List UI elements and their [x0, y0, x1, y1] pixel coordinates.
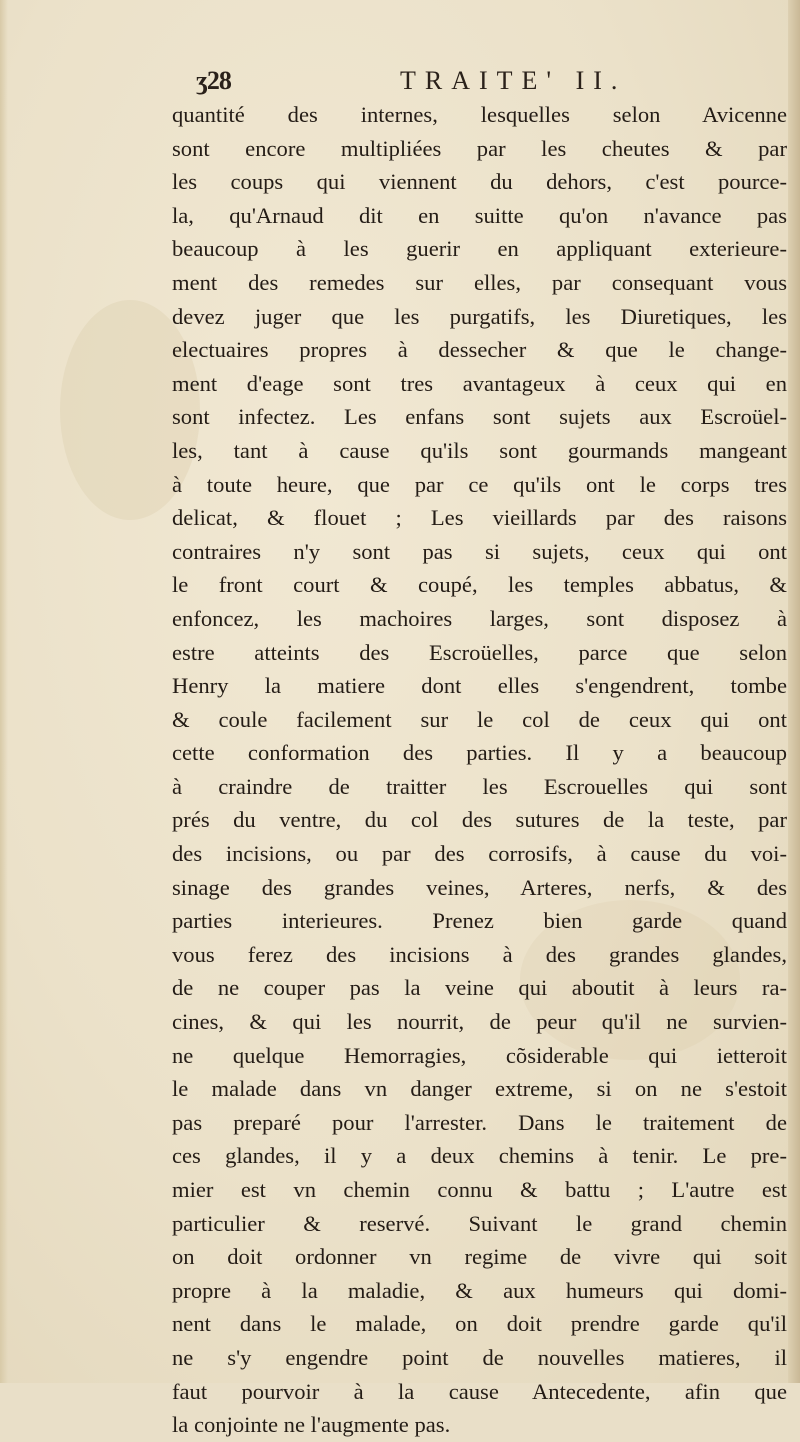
text-line: devez juger que les purgatifs, les Diuretiques, les	[172, 303, 787, 329]
text-line: sont infectez. Les enfans sont sujets aux Escroüel-	[172, 404, 787, 430]
text-line: pas preparé pour l'arrester. Dans le traitement de	[172, 1109, 787, 1135]
text-line: sont encore multipliées par les cheutes & par	[172, 135, 787, 161]
text-line: Henry la matiere dont elles s'engendrent, tombe	[172, 673, 787, 699]
running-title: TRAITE' II.	[400, 66, 627, 95]
text-line: on doit ordonner vn regime de vivre qui soit	[172, 1244, 787, 1270]
text-line: mier est vn chemin connu & battu ; L'autre est	[172, 1177, 787, 1202]
text-line: des incisions, ou par des corrosifs, à cause du voi-	[172, 841, 787, 867]
page-edge	[788, 0, 800, 1383]
page-gutter-shadow	[0, 0, 8, 1383]
text-line: ment d'eage sont tres avantageux à ceux qui en	[172, 370, 787, 396]
text-line: delicat, & flouet ; Les vieillards par des raisons	[172, 505, 787, 531]
text-line: & coule facilement sur le col de ceux qui ont	[172, 706, 787, 732]
text-line: vous ferez des incisions à des grandes glandes,	[172, 941, 787, 967]
body-text	[172, 98, 787, 1442]
text-line: cette conformation des parties. Il y a beaucoup	[172, 740, 787, 766]
text-line: les, tant à cause qu'ils sont gourmands mangeant	[172, 437, 787, 463]
text-line: les coups qui viennent du dehors, c'est pource-	[172, 169, 787, 195]
text-line: le malade dans vn danger extreme, si on ne s'estoit	[172, 1076, 787, 1102]
text-line: à craindre de traitter les Escrouelles qui sont	[172, 773, 787, 799]
text-line: cines, & qui les nourrit, de peur qu'il ne survien-	[172, 1009, 787, 1035]
page-header	[196, 62, 776, 102]
text-line: faut pourvoir à la cause Antecedente, afin que	[172, 1378, 787, 1404]
text-line: quantité des internes, lesquelles selon Avicenne	[172, 102, 787, 127]
text-line: parties interieures. Prenez bien garde quand	[172, 908, 787, 934]
text-line: le front court & coupé, les temples abbatus, &	[172, 572, 787, 598]
text-line: ment des remedes sur elles, par consequant vous	[172, 269, 787, 295]
text-line: contraires n'y sont pas si sujets, ceux qui ont	[172, 538, 787, 564]
page-number: ʒ28	[196, 66, 231, 95]
text-line: electuaires propres à dessecher & que le change-	[172, 337, 787, 363]
text-line: propre à la maladie, & aux humeurs qui domi-	[172, 1277, 787, 1303]
text-line: estre atteints des Escroüelles, parce que selon	[172, 639, 787, 665]
text-line: sinage des grandes veines, Arteres, nerfs, & des	[172, 874, 787, 900]
text-line: particulier & reservé. Suivant le grand chemin	[172, 1210, 787, 1236]
text-line: ne quelque Hemorragies, cõsiderable qui ietteroit	[172, 1042, 787, 1068]
text-line: nent dans le malade, on doit prendre garde qu'il	[172, 1311, 787, 1337]
text-line: de ne couper pas la veine qui aboutit à leurs ra-	[172, 975, 787, 1001]
text-line: la, qu'Arnaud dit en suitte qu'on n'avance pas	[172, 202, 787, 228]
text-line: à toute heure, que par ce qu'ils ont le corps tres	[172, 471, 787, 497]
text-line: ne s'y engendre point de nouvelles matieres, il	[172, 1344, 787, 1370]
text-line: ces glandes, il y a deux chemins à tenir. Le pre-	[172, 1143, 787, 1169]
text-line: enfoncez, les machoires larges, sont disposez à	[172, 605, 787, 631]
text-line: prés du ventre, du col des sutures de la teste, par	[172, 807, 787, 833]
text-line: la conjointe ne l'augmente pas.	[172, 1412, 451, 1438]
text-line: beaucoup à les guerir en appliquant exterieure-	[172, 236, 787, 262]
